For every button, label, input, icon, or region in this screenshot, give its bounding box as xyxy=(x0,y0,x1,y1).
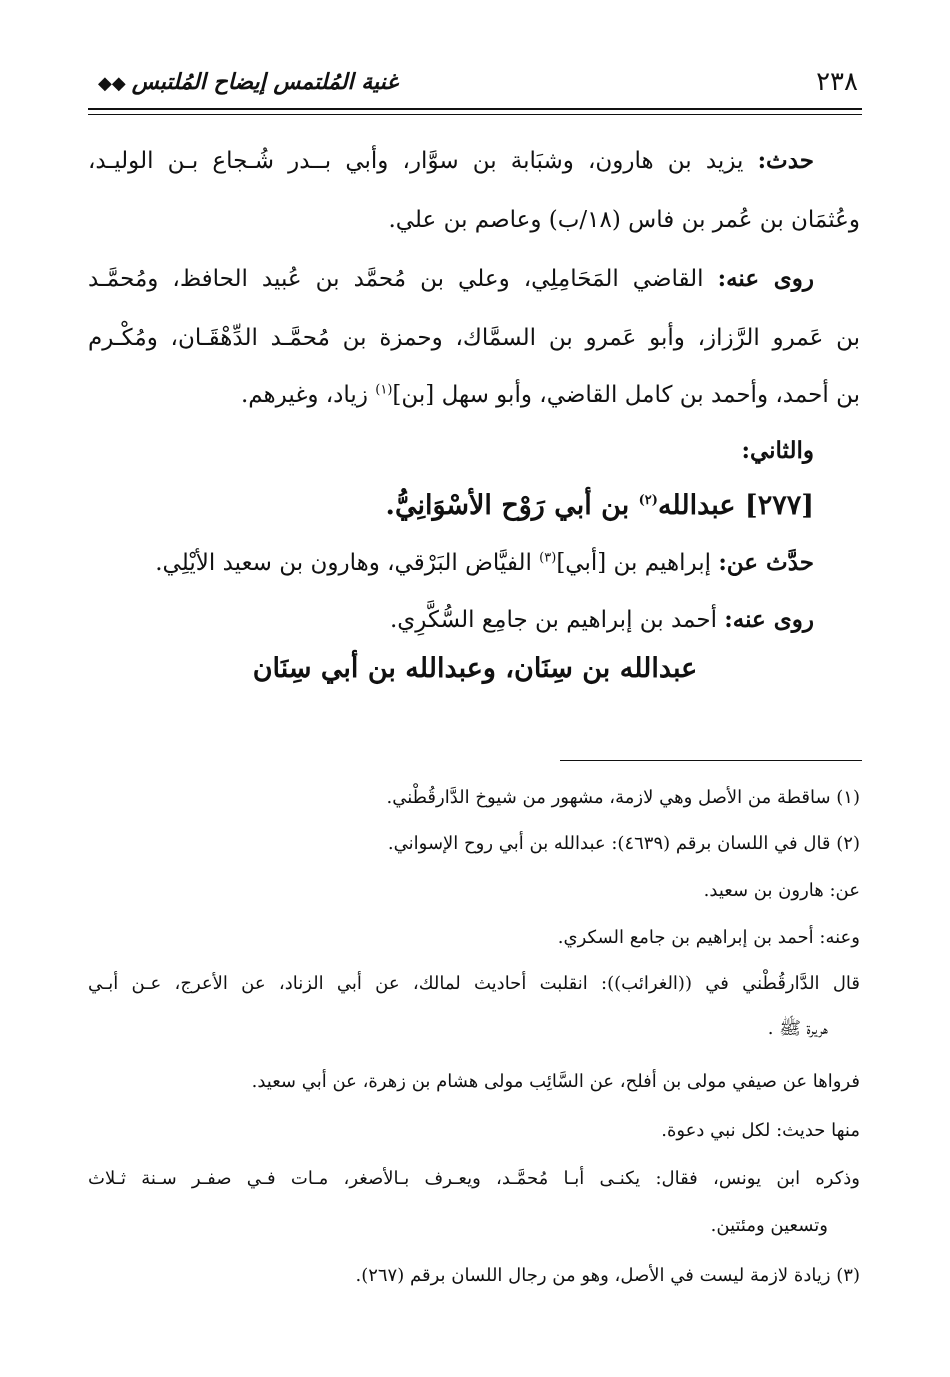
footnote-separator xyxy=(560,760,862,761)
running-title xyxy=(98,69,398,95)
entry-title xyxy=(88,489,814,523)
footnote-ref-2: (٢) xyxy=(638,493,658,508)
entry-narrated-from-label: حدَّث عن: xyxy=(718,549,814,576)
entry-narrated-by-label: روى عنه: xyxy=(724,606,814,633)
entry-number: [٢٧٧] xyxy=(744,490,814,521)
narrated-by-line-3 xyxy=(88,378,860,412)
diamond-ornament-icon: ◆◆ xyxy=(98,73,126,94)
footnote-3: (٣) زيادة لازمة ليست في الأصل، وهو من رجال اللسان برقم (٢٦٧). xyxy=(355,1265,860,1286)
entry-narrated-by xyxy=(88,603,814,637)
narrated-by-label: روى عنه: xyxy=(717,265,814,292)
footnote-2-daraqutni-2: هريرة ﷺ . xyxy=(767,1018,828,1039)
footnote-2-ibn-yunus-2: وتسعين ومئتين. xyxy=(710,1215,828,1236)
section-heading: عبدالله بن سِنَان، وعبدالله بن أبي سِنَان xyxy=(252,653,698,684)
narrated-from-line-1 xyxy=(88,144,814,178)
footnote-ref-3: (٣) xyxy=(539,550,557,566)
header-rule-thick xyxy=(88,108,862,110)
entry-narrated-from-text-a: إبراهيم بن [أبي] xyxy=(556,550,719,576)
narrated-from-label: حدث: xyxy=(757,147,814,174)
footnote-2-narrated: فرواها عن صيفي مولى بن أفلح، عن السَّائِب مولى هشام بن زهرة، عن أبي سعيد. xyxy=(251,1071,860,1092)
running-title-text: غنية المُلتمس إيضاح المُلتبس xyxy=(131,69,398,95)
footnote-2: (٢) قال في اللسان برقم (٤٦٣٩): عبدالله بن أبي روح الإسواني. xyxy=(387,833,860,854)
entry-narrated-from-text-b: الفيَّاض البَرْقي، وهارون بن سعيد الأيْلِي. xyxy=(155,550,540,576)
footnote-2-hadith: منها حديث: لكل نبي دعوة. xyxy=(661,1120,860,1141)
entry-narrated-from xyxy=(88,546,814,580)
narrated-by-line-1 xyxy=(88,262,814,296)
entry-narrated-by-text: أحمد بن إبراهيم بن جامِع السُّكَّرِي. xyxy=(389,607,725,633)
footnote-2-line-by: وعنه: أحمد بن إبراهيم بن جامع السكري. xyxy=(557,927,860,948)
footnote-2-daraqutni-1: قال الدَّارقُطْني في ((الغرائب)): انقلبت أحاديث لمالك، عن أبي الزناد، عن الأعرج، عـن أبـي xyxy=(88,973,860,994)
footnote-2-line-from: عن: هارون بن سعيد. xyxy=(703,880,860,901)
second-heading: والثاني: xyxy=(741,437,814,464)
page-header xyxy=(98,64,858,100)
footnote-ref-1: (١) xyxy=(375,382,393,398)
narrated-by-text-1: القاضي المَحَامِلِي، وعلي بن مُحمَّد بن عُبيد الحافظ، ومُحمَّـد xyxy=(88,266,704,292)
page-number: ٢٣٨ xyxy=(816,67,858,97)
footnote-2-ibn-yunus-1: وذكره ابن يونس، فقال: يكنـى أبـا مُحمَّـد، ويعـرف بـالأصغر، مـات فـي صفـر سـنة ثـلاث xyxy=(88,1168,860,1189)
narrated-from-text-1: يزيد بن هارون، وشبَابة بن سوَّار، وأبي بــدر شُـجاع بـن الوليـد، xyxy=(88,148,744,174)
narrated-by-line-2: بن عَمرو الرَّزاز، وأبو عَمرو بن السمَّاك، وحمزة بن مُحمَّـد الدِّهْقَـان، ومُكْـرم xyxy=(88,325,860,351)
narrated-by-text-3a: بن أحمد، وأحمد بن كامل القاضي، وأبو سهل [بن] xyxy=(392,382,860,408)
footnote-1: (١) ساقطة من الأصل وهي لازمة، مشهور من شيوخ الدَّارقُطْني. xyxy=(386,787,860,808)
narrated-by-text-3b: زياد، وغيرهم. xyxy=(240,382,376,408)
header-rule-thin xyxy=(88,114,862,115)
narrated-from-line-2: وعُثمَان بن عُمر بن فاس (١٨/ب) وعاصم بن علي. xyxy=(388,207,860,233)
entry-name-part-2: بن أبي رَوْح الأسْوَانِيُّ. xyxy=(385,490,639,521)
entry-name-part-1: عبدالله xyxy=(657,490,745,521)
